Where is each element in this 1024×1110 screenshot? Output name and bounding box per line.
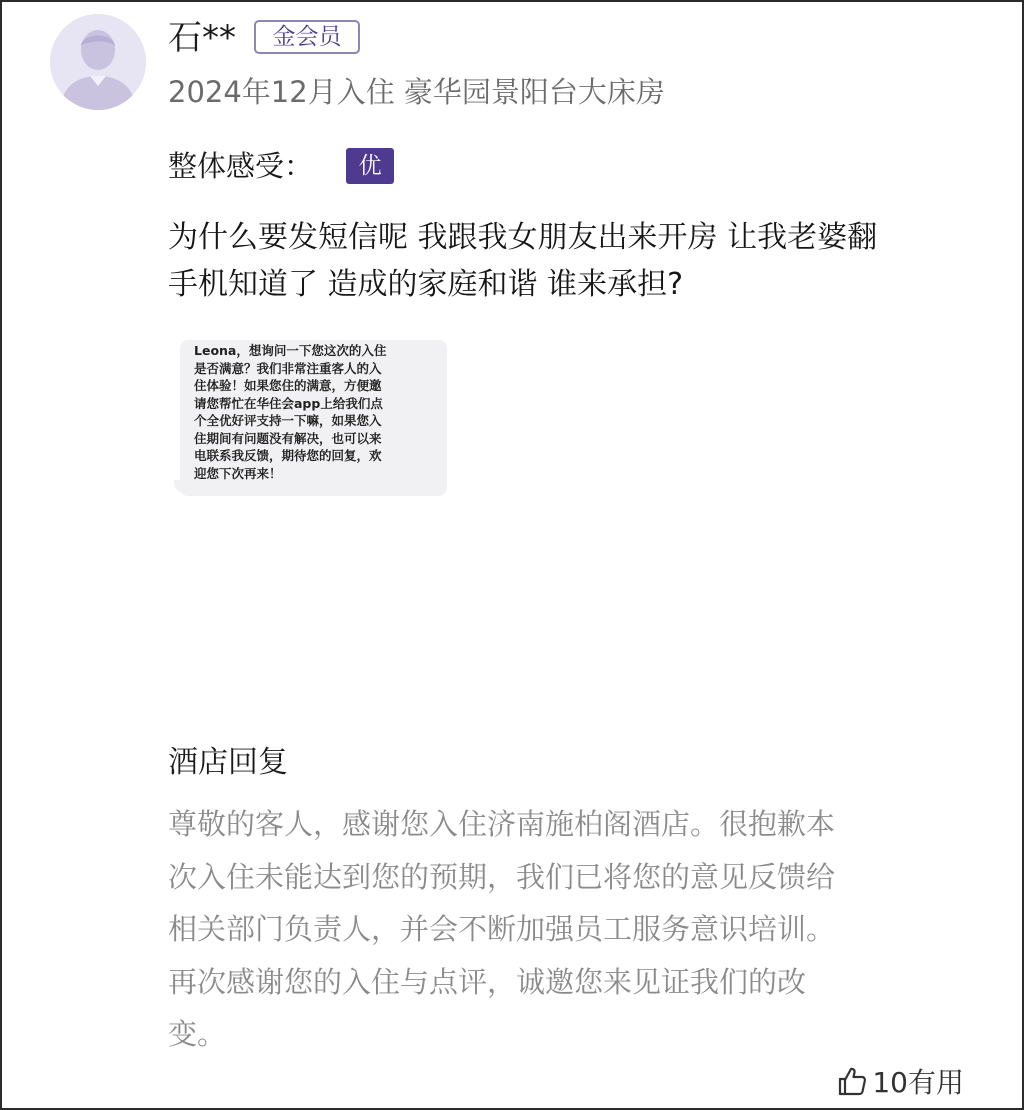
- username: 石**: [168, 18, 236, 58]
- user-silhouette-icon: [50, 14, 146, 110]
- review-text: 为什么要发短信呢 我跟我女朋友出来开房 让我老婆翻 手机知道了 造成的家庭和谐 谁来承担?: [168, 220, 878, 302]
- overall-rating-badge: 优: [346, 148, 394, 184]
- thumbs-up-icon: [836, 1065, 868, 1097]
- review-photo-sms-screenshot[interactable]: [180, 340, 447, 496]
- hotel-reply-title: 酒店回复: [168, 745, 288, 780]
- hotel-reply-text: 尊敬的客人，感谢您入住济南施柏阁酒店。很抱歉本 次入住未能达到您的预期，我们已将您的意见反馈给 相关部门负责人，并会不断加强员工服务意识培训。 再次感谢您的入住与点评，诚邀您来见证我们的改 变。: [168, 807, 836, 1051]
- avatar[interactable]: [50, 14, 146, 110]
- useful-count-label: 10有用: [872, 1066, 964, 1099]
- member-badge: 金会员: [254, 20, 360, 54]
- overall-rating-label: 整体感受：: [168, 149, 314, 183]
- stay-info: 2024年12月入住 豪华园景阳台大床房: [168, 75, 665, 109]
- sms-text: Leona，想询问一下您这次的入住 是否满意？我们非常注重客人的入 住体验！如果您住的满意，方便邀 请您帮忙在华住会app上给我们点 个全优好评支持一下嘛，如果您入 住期间有问题没有解决，也可以来 电联系我反馈，期待您的回复，欢 迎您下次再来！: [194, 343, 387, 481]
- useful-button[interactable]: [836, 1060, 964, 1102]
